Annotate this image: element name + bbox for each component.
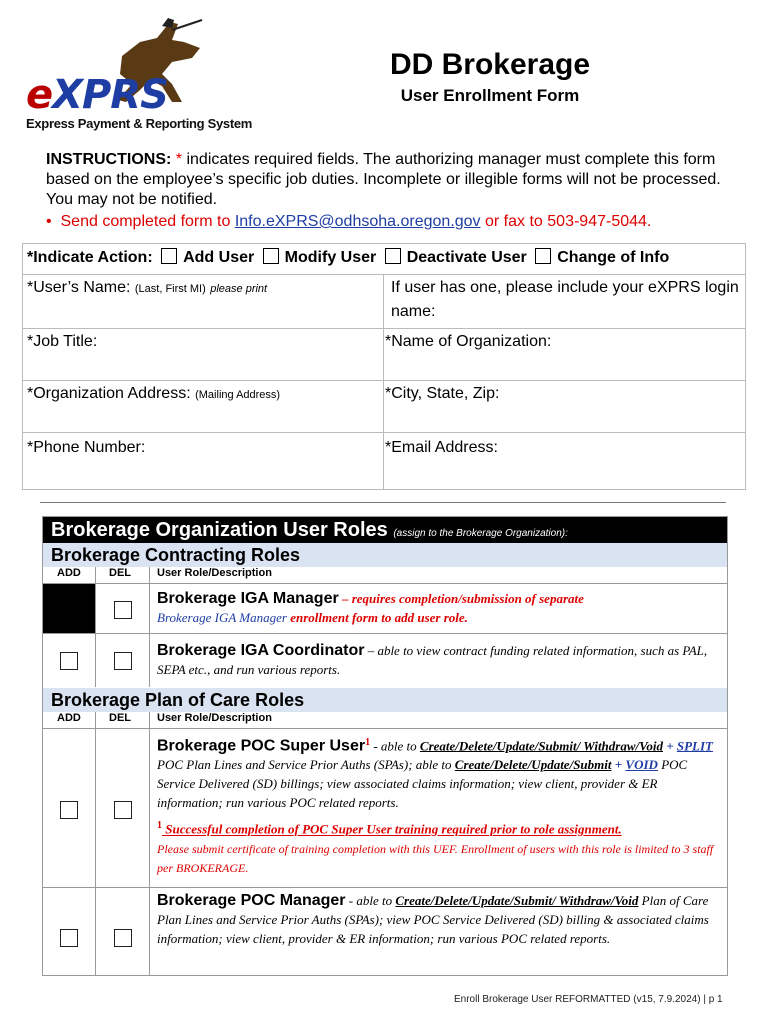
poc-mgr-desc <box>157 891 717 948</box>
poc-super-desc <box>157 733 717 877</box>
deactivate-user-label: Deactivate User <box>406 249 527 266</box>
poc-super-plus2: + <box>611 757 626 773</box>
action-row <box>27 246 669 270</box>
iga-coord-add-checkbox[interactable] <box>60 652 78 670</box>
roles-heading-note: (assign to the Brokerage Organization): <box>393 528 568 539</box>
col-desc-2: User Role/Description <box>157 712 272 724</box>
iga-coord-del-checkbox[interactable] <box>114 652 132 670</box>
users-name-hint: (Last, First MI) <box>134 283 206 295</box>
add-user-label: Add User <box>183 249 255 266</box>
contracting-section-title: Brokerage Contracting Roles <box>43 543 727 567</box>
page-footer: Enroll Brokerage User REFORMATTED (v15, 7.9.2024) | p 1 <box>454 994 723 1005</box>
org-name-field[interactable]: *Name of Organization: <box>385 333 552 350</box>
enrollment-grid <box>22 243 746 490</box>
fax-number: 503-947-5044. <box>547 213 652 230</box>
page-subtitle: User Enrollment Form <box>400 86 580 105</box>
instructions-label: INSTRUCTIONS: <box>46 151 172 168</box>
poc-super-text-b: POC Plan Lines and Service Prior Auths (SPAs); able to <box>157 757 455 773</box>
poc-super-dash: - <box>370 738 381 754</box>
bullet-text: Send completed form to <box>60 213 235 230</box>
logo-subtitle: Express Payment & Reporting System <box>26 116 253 131</box>
poc-super-note2: Please submit certificate of training completion with this UEF. Enrollment of users with this role is limited to 3 staff per BROKERAGE. <box>157 841 714 875</box>
action-label: *Indicate Action: <box>27 249 153 266</box>
add-disabled-cell <box>43 584 95 633</box>
poc-super-actions2: Create/Delete/Update/Submit <box>454 757 612 773</box>
iga-coord-name: Brokerage IGA Coordinator <box>157 642 365 659</box>
instructions-text: indicates required fields. The authorizing manager must complete this form based on the employee’s specific job duties. Incomplete or illegible forms will not be processed. You may not be notified. <box>46 151 721 208</box>
org-address-hint: (Mailing Address) <box>195 389 281 401</box>
poc-mgr-dash: - <box>345 893 357 908</box>
poc-super-note <box>157 816 717 876</box>
bullet-mid: or fax to <box>480 213 548 230</box>
page-title: DD Brokerage <box>389 48 591 81</box>
poc-super-text-c: POC Service Delivered (SD) billings; view associated claims information; view client, provider & ER information; run various POC related reports. <box>157 757 688 811</box>
poc-super-name: Brokerage POC Super User <box>157 737 366 755</box>
iga-manager-req2: enrollment form to add user role. <box>286 610 468 625</box>
col-del-2: DEL <box>109 712 131 724</box>
roles-heading <box>43 517 727 543</box>
job-title-field[interactable]: *Job Title: <box>27 333 98 350</box>
poc-super-split: SPLIT <box>676 738 714 754</box>
change-of-info-label: Change of Info <box>557 249 670 266</box>
modify-user-checkbox[interactable] <box>263 248 279 264</box>
add-user-checkbox[interactable] <box>161 248 177 264</box>
col-add-2: ADD <box>57 712 81 724</box>
phone-field[interactable]: *Phone Number: <box>27 439 146 456</box>
iga-manager-del-checkbox[interactable] <box>114 601 132 619</box>
logo-wordmark: eXPRS <box>26 72 168 118</box>
poc-super-void: VOID <box>625 757 658 773</box>
poc-mgr-name: Brokerage POC Manager <box>157 892 346 909</box>
divider <box>40 502 726 503</box>
users-name-field[interactable] <box>27 276 267 301</box>
poc-mgr-add-checkbox[interactable] <box>60 929 78 947</box>
iga-manager-form-name: Brokerage IGA Manager <box>157 610 287 625</box>
col-add: ADD <box>57 567 81 579</box>
iga-coord-desc <box>157 641 717 679</box>
iga-manager-req: – requires completion/submission of separate <box>338 591 584 606</box>
column-header-row <box>43 567 727 584</box>
poc-mgr-text: Plan of Care Plan Lines and Service Prior Auths (SPAs); view POC Service Delivered (SD) billing & associated claims information; view client, provider & ER information; run various POC related reports. <box>157 893 709 946</box>
iga-manager-name: Brokerage IGA Manager <box>157 590 339 607</box>
modify-user-label: Modify User <box>284 249 377 266</box>
email-field[interactable]: *Email Address: <box>385 439 498 456</box>
poc-super-sup: 1 <box>365 737 371 748</box>
col-del: DEL <box>109 567 131 579</box>
submission-bullet: • Send completed form to Info.eXPRS@odhsoha.oregon.gov or fax to 503-947-5044. <box>46 213 652 230</box>
poc-super-add-checkbox[interactable] <box>60 801 78 819</box>
poc-mgr-able: able to <box>356 893 396 908</box>
poc-super-actions1: Create/Delete/Update/Submit/ Withdraw/Void <box>419 738 663 754</box>
login-name-field[interactable]: If user has one, please include your eXPRS login name: <box>391 279 739 320</box>
users-name-hint2: please print <box>210 283 268 295</box>
change-of-info-checkbox[interactable] <box>535 248 551 264</box>
poc-super-del-checkbox[interactable] <box>114 801 132 819</box>
roles-table <box>42 516 728 976</box>
required-star: * <box>175 151 183 168</box>
column-header-row-2 <box>43 712 727 729</box>
poc-super-note1: Successful completion of POC Super User training required prior to role assignment. <box>162 821 622 837</box>
poc-super-note-sup: 1 <box>157 820 162 832</box>
iga-coord-text: – able to view contract funding related information, such as PAL, SEPA etc., and run various reports. <box>157 643 708 677</box>
iga-manager-desc <box>157 589 717 627</box>
email-link[interactable]: Info.eXPRS@odhsoha.oregon.gov <box>234 213 481 230</box>
poc-mgr-del-checkbox[interactable] <box>114 929 132 947</box>
instructions <box>46 150 736 210</box>
poc-super-able: able to <box>380 738 420 754</box>
col-desc: User Role/Description <box>157 567 272 579</box>
city-state-field[interactable]: *City, State, Zip: <box>385 385 500 402</box>
poc-section-title: Brokerage Plan of Care Roles <box>43 688 727 712</box>
roles-heading-text: Brokerage Organization User Roles <box>51 519 388 541</box>
deactivate-user-checkbox[interactable] <box>385 248 401 264</box>
poc-mgr-actions: Create/Delete/Update/Submit/ Withdraw/Void <box>395 893 639 908</box>
users-name-label: *User’s Name: <box>27 279 131 296</box>
org-address-field[interactable] <box>27 382 280 407</box>
org-address-label: *Organization Address: <box>27 385 191 402</box>
poc-super-plus1: + <box>662 738 677 754</box>
